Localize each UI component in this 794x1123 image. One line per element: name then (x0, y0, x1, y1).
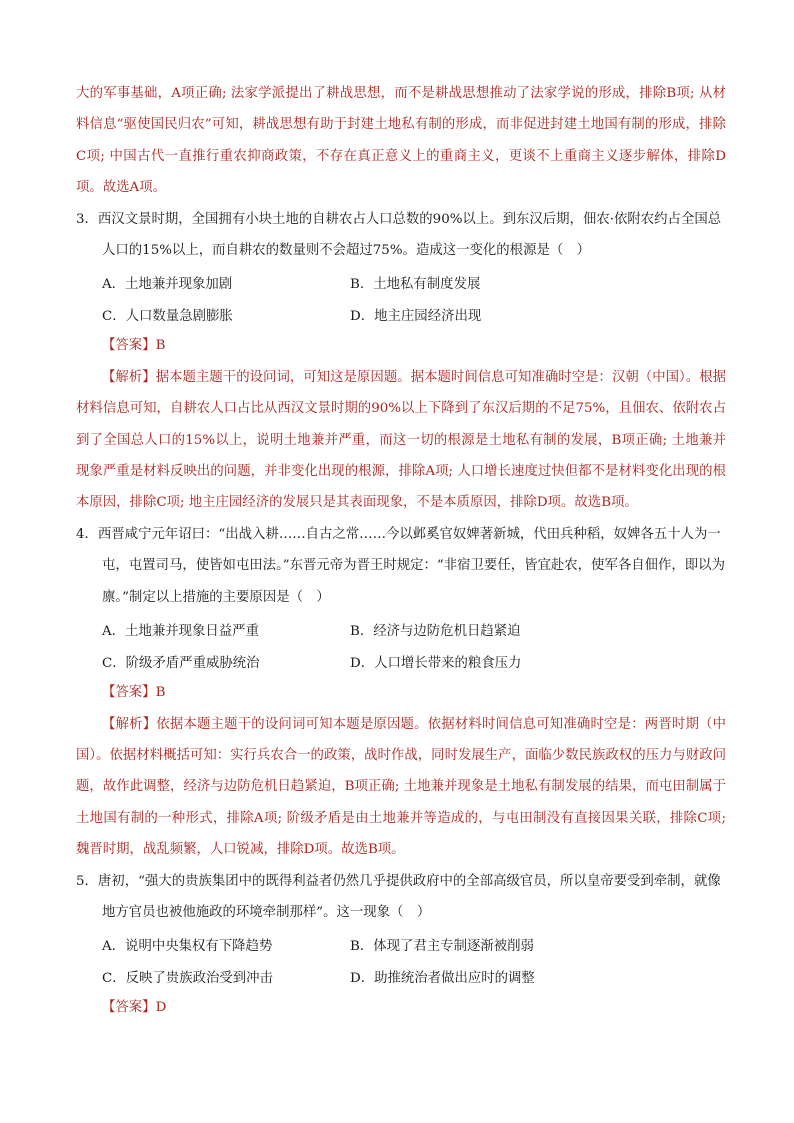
option-d: D．助推统治者做出应时的调整 (350, 970, 535, 986)
question-4 (76, 519, 726, 866)
analysis-text: 据本题主题干的设问词，可知这是原因题。据本题时间信息可知准确时空是：汉朝（中国）。根据材料信息可知，自耕农人口占比从西汉文景时期的90%以上下降到了东汉后期的不足75%，且佃农、依附农占到了全国总人口的15%以上，说明土地兼并严重，而这一切的根源是土地私有制的发展，B项正确; 土地兼并现象严重是材料反映出的问题，并非变化出现的根源，排除A项; 人口增长速度过快但都不是材料变化出现的根本原因，排除C项; 地主庄园经济的发展只是其表面现象，不是本质原因，排除D项。故选B项。 (76, 369, 727, 511)
answer-tag: 【答案】 (102, 685, 156, 701)
answer-value: B (155, 685, 166, 701)
question-3-stem: 3．西汉文景时期，全国拥有小块土地的自耕农占人口总数的90%以上。到东汉后期，佃农·依附农约占全国总人口的15%以上，而自耕农的数量则不会超过75%。造成这一变化的根源是（ ） (76, 211, 722, 259)
question-4-answer (76, 677, 726, 708)
options-row (102, 298, 726, 330)
question-5-options (76, 928, 726, 992)
analysis-tag: 【解析】 (102, 369, 156, 385)
answer-tag: 【答案】 (102, 338, 156, 354)
option-b: B．经济与边防危机日趋紧迫 (350, 623, 521, 639)
options-row (102, 645, 726, 677)
document-page (76, 78, 726, 1024)
question-5 (76, 866, 726, 1024)
options-row (102, 613, 726, 645)
option-a: A．土地兼并现象日益严重 (102, 623, 259, 639)
option-c: C．人口数量急剧膨胀 (102, 308, 233, 324)
option-d: D．人口增长带来的粮食压力 (350, 655, 522, 671)
analysis-text: 依据本题主题干的设问词可知本题是原因题。依据材料时间信息可知准确时空是：两晋时期（中国）。依据材料概括可知：实行兵农合一的政策，战时作战，同时发展生产，面临少数民族政权的压力与财政问题，故作此调整，经济与边防危机日趋紧迫，B项正确; 土地兼并现象是土地私有制发展的结果，而屯田制属于土地国有制的一种形式，排除A项; 阶级矛盾是由土地兼并等造成的，与屯田制没有直接因果关联，排除C项; 魏晋时期，战乱频繁，人口锐减，排除D项。故选B项。 (76, 716, 727, 858)
question-4-analysis (76, 709, 726, 866)
option-c: C．阶级矛盾严重威胁统治 (102, 655, 260, 671)
question-4-stem: 4．西晋咸宁元年诏曰：“出战入耕……自古之常……今以邺奚官奴婢著新城，代田兵种稻，奴婢各五十人为一屯，屯置司马，使皆如屯田法。”东晋元帝为晋王时规定：“非宿卫要任，皆宜赴农，使军各自佃作，即以为廪。”制定以上措施的主要原因是（ ） (76, 526, 725, 605)
analysis-tag: 【解析】 (102, 716, 157, 732)
option-a: A．说明中央集权有下降趋势 (102, 938, 273, 954)
options-row (102, 266, 726, 298)
options-row (102, 960, 726, 992)
question-5-answer (76, 992, 726, 1023)
answer-tag: 【答案】 (102, 1000, 156, 1016)
answer-value: D (155, 1000, 167, 1016)
option-b: B．体现了君主专制逐渐被削弱 (350, 938, 534, 954)
question-3-answer (76, 330, 726, 361)
question-3 (76, 204, 726, 519)
question-3-options (76, 266, 726, 330)
option-d: D．地主庄园经济出现 (350, 308, 482, 324)
previous-analysis-continuation: 大的军事基础，A项正确; 法家学派提出了耕战思想，而不是耕战思想推动了法家学说的形成，排除B项; 从材料信息“驱使国民归农”可知，耕战思想有助于封建土地私有制的形成，而非促进封建土地国有制的形成，排除C项; 中国古代一直推行重农抑商政策，不存在真正意义上的重商主义，更谈不上重商主义逐步解体，排除D项。故选A项。 (76, 86, 726, 196)
option-c: C．反映了贵族政治受到冲击 (102, 970, 273, 986)
question-3-analysis (76, 362, 726, 519)
option-b: B．土地私有制度发展 (350, 276, 481, 292)
question-4-options (76, 613, 726, 677)
question-5-stem: 5．唐初，“强大的贵族集团中的既得利益者仍然几乎提供政府中的全部高级官员，所以皇帝要受到牵制，就像地方官员也被他施政的环境牵制那样”。这一现象（ ） (76, 873, 721, 920)
option-a: A．土地兼并现象加剧 (102, 276, 233, 292)
options-row (102, 928, 726, 960)
answer-value: B (155, 338, 166, 354)
